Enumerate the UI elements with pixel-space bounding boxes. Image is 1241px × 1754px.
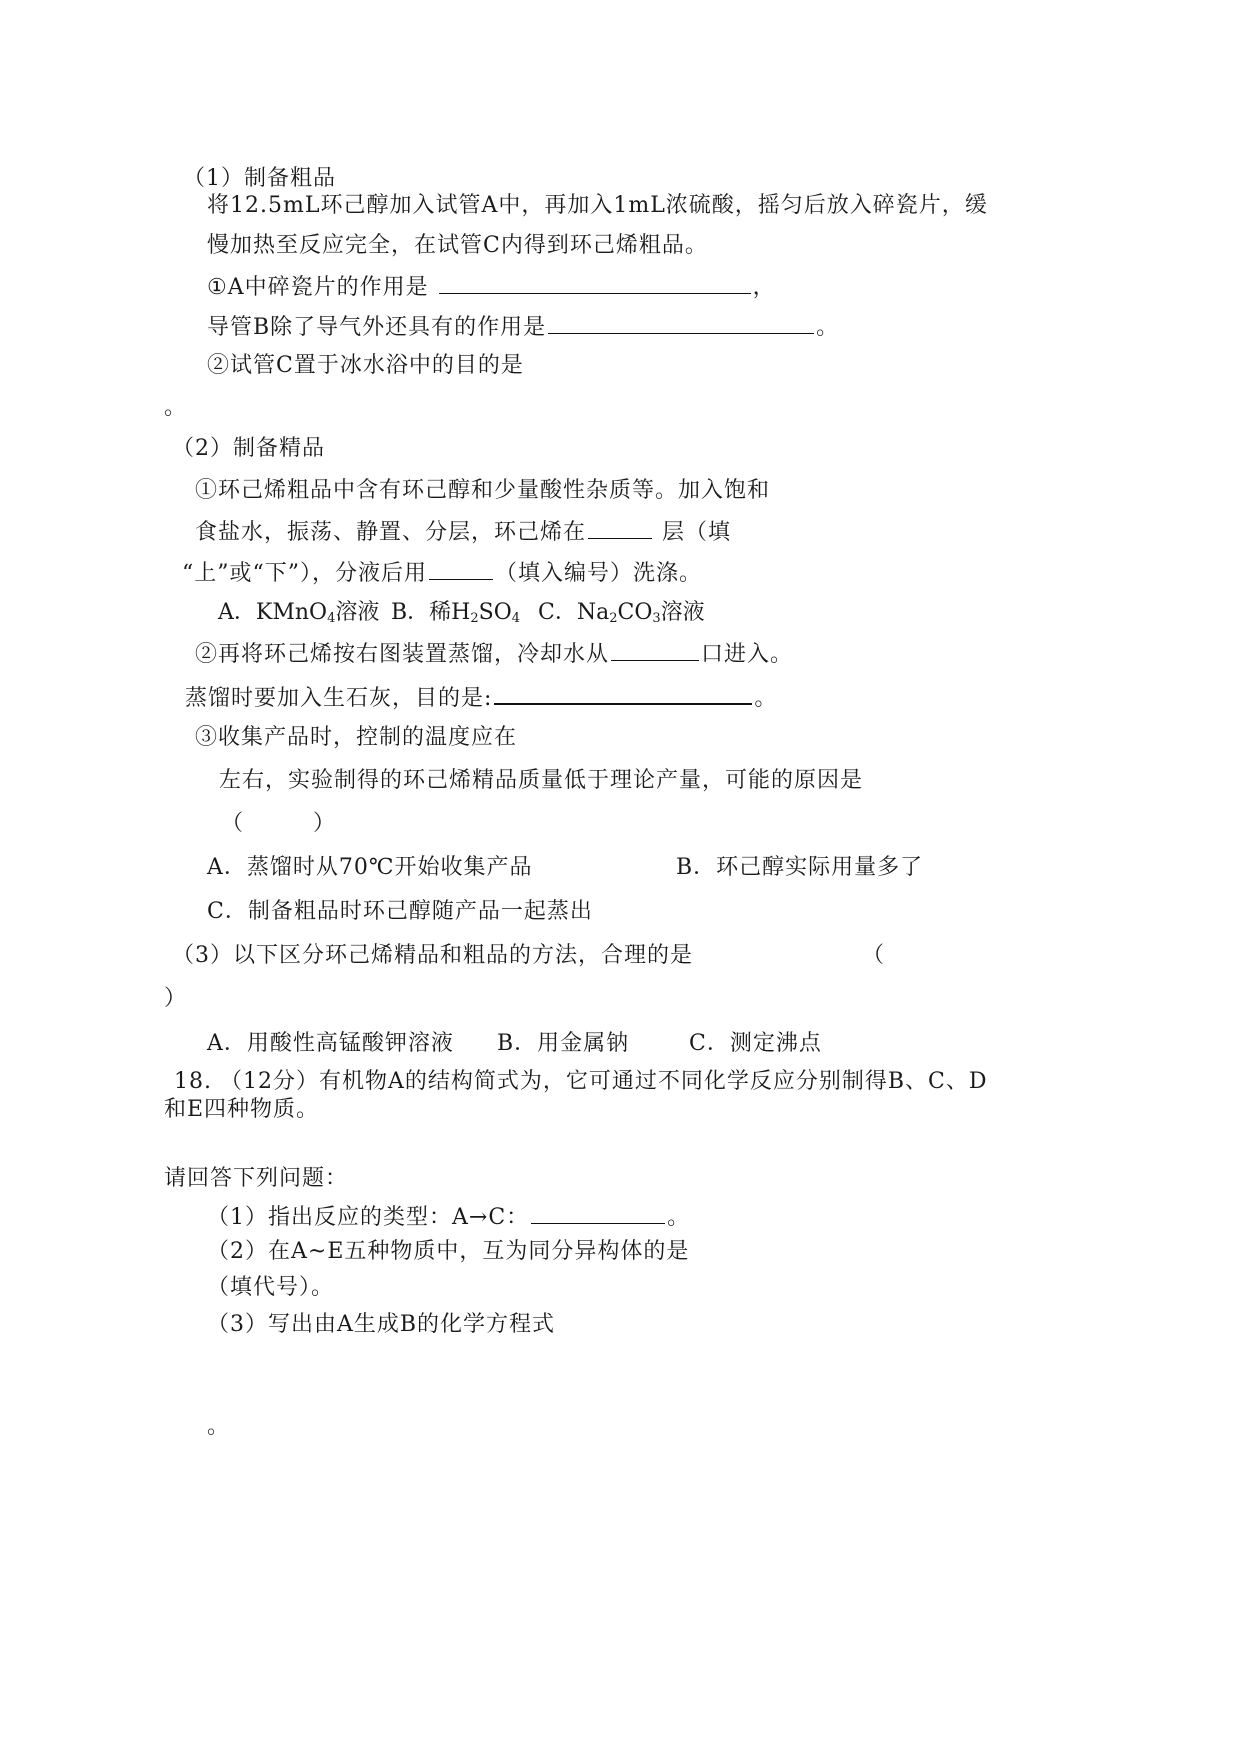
answer-blank-layer[interactable] (588, 516, 652, 539)
reaction-type-prefix: （1）指出反应的类型：A→C： (207, 1205, 530, 1230)
part2-line3 (182, 557, 702, 589)
q18-line1: 18. （12分）有机物A的结构简式为，它可通过不同化学反应分别制得B、C、D (174, 1069, 988, 1094)
part1-question2: ②试管C置于冰水浴中的目的是 (207, 353, 524, 378)
part1-question1b-line (207, 311, 839, 343)
answer-blank-porcelain-role[interactable] (439, 271, 751, 294)
wash-question-suffix: （填入编号）洗涤。 (495, 561, 703, 586)
question1-prefix: ①A中碎瓷片的作用是 (207, 275, 429, 300)
water-inlet-suffix: 口进入。 (701, 642, 794, 667)
part1-text-line2: 慢加热至反应完全，在试管C内得到环己烯粗品。 (207, 233, 708, 258)
answer-blank-wash-reagent[interactable] (429, 557, 493, 580)
part2-line7: ③收集产品时，控制的温度应在 (195, 725, 518, 750)
part2-heading: （2）制备精品 (172, 436, 325, 461)
question1b-suffix: 。 (816, 315, 840, 340)
part2-line1: ①环己烯粗品中含有环己醇和少量酸性杂质等。加入饱和 (195, 478, 771, 503)
answer-paren-reason[interactable]: （ ） (221, 811, 337, 836)
distinguish-choice-c: C．测定沸点 (689, 1031, 822, 1056)
part3-question: （3）以下区分环己烯精品和粗品的方法，合理的是 (172, 943, 693, 968)
wash-question-prefix: “上”或“下”），分液后用 (182, 561, 427, 586)
reason-choice-b: B．环己醇实际用量多了 (676, 855, 924, 880)
wash-option-b: B．稀$H_2SO_4$ (391, 600, 521, 626)
q18-sub3: （3）写出由A生成B的化学方程式 (207, 1312, 556, 1337)
part3-paren-open[interactable]: （ (862, 943, 886, 968)
reaction-type-suffix: 。 (667, 1205, 691, 1230)
q18-line2: 和E四种物质。 (164, 1097, 320, 1122)
part1-question2-end: 。 (164, 395, 188, 420)
reason-choice-a: A．蒸馏时从70℃开始收集产品 (207, 855, 533, 880)
wash-option-c: C．$Na_2CO_3$溶液 (538, 600, 705, 626)
question1-suffix: ， (752, 275, 776, 300)
layer-question-suffix: 层（填 (662, 520, 732, 545)
part2-line8: 左右，实验制得的环己烯精品质量低于理论产量，可能的原因是 (219, 768, 864, 793)
part2-line5 (195, 638, 793, 670)
part3-paren-close: ） (164, 986, 188, 1011)
q18-prompt: 请回答下列问题： (164, 1166, 349, 1191)
quicklime-prefix: 蒸馏时要加入生石灰，目的是: (185, 686, 493, 711)
part2-line6 (185, 681, 777, 714)
part2-line2 (195, 516, 731, 548)
q18-sub3-end: 。 (207, 1414, 231, 1439)
distinguish-choice-a: A．用酸性高锰酸钾溶液 (207, 1031, 454, 1056)
question1b-prefix: 导管B除了导气外还具有的作用是 (207, 315, 547, 340)
answer-blank-reaction-type[interactable] (531, 1201, 665, 1224)
q18-sub2: （2）在A~E五种物质中，互为同分异构体的是 (207, 1239, 690, 1264)
distinguish-choice-b: B．用金属钠 (497, 1031, 630, 1056)
part1-heading: （1）制备粗品 (183, 166, 336, 191)
quicklime-suffix: 。 (754, 686, 778, 711)
reason-choice-c: C．制备粗品时环己醇随产品一起蒸出 (207, 899, 593, 924)
layer-question-prefix: 食盐水，振荡、静置、分层，环己烯在 (195, 520, 587, 545)
q18-sub2b: （填代号）。 (207, 1275, 335, 1300)
answer-blank-water-inlet[interactable] (611, 638, 699, 661)
answer-blank-quicklime-purpose[interactable] (494, 681, 752, 705)
part1-text-line1: 将12.5mL环己醇加入试管A中，再加入1mL浓硫酸，摇匀后放入碎瓷片，缓 (207, 193, 988, 218)
part1-question1-line (207, 271, 776, 303)
answer-blank-tube-b-role[interactable] (548, 311, 814, 334)
q18-sub1 (207, 1201, 690, 1233)
water-inlet-prefix: ②再将环己烯按右图装置蒸馏，冷却水从 (195, 642, 610, 667)
wash-option-a: A．KMnO$_4$溶液 (218, 600, 380, 626)
